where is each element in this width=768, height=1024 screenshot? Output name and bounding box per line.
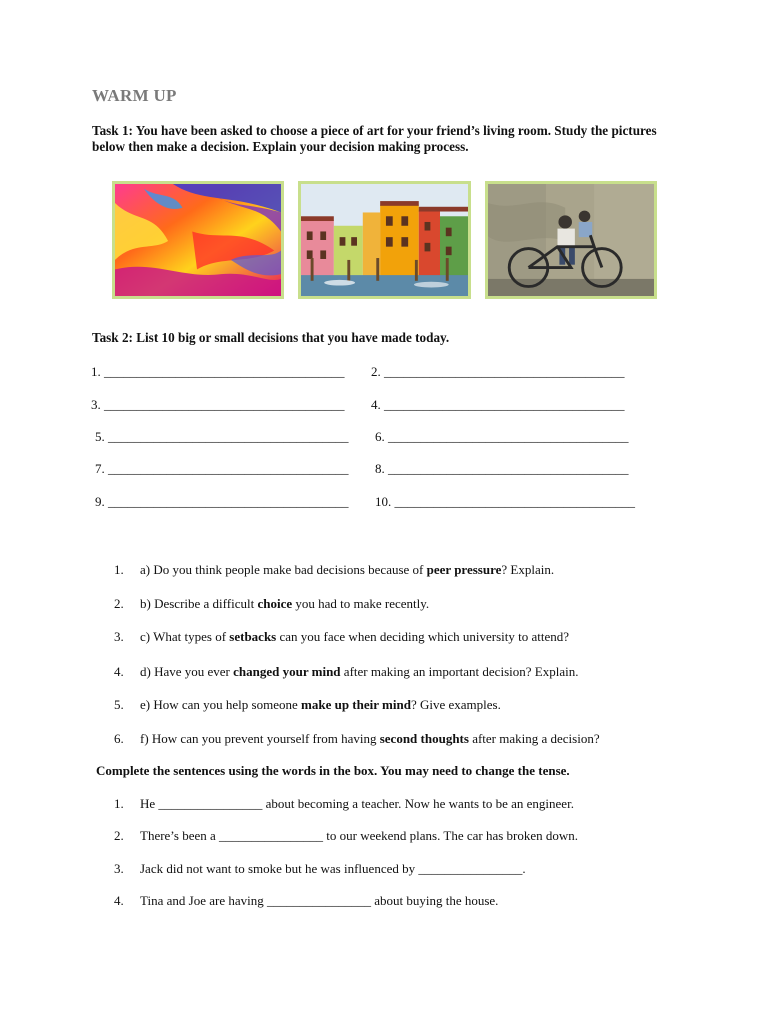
- sentence-item: 2. There’s been a ________________ to our weekend plans. The car has broken down.: [114, 828, 579, 843]
- complete-sentences-heading: Complete the sentences using the words in the box. You may need to change the tense.: [96, 763, 570, 778]
- section-heading: WARM UP: [92, 86, 177, 105]
- question-item: 2. b) Describe a difficult choice you had to make recently.: [114, 596, 430, 611]
- decision-line-9[interactable]: 9. _____________________________________: [95, 494, 349, 509]
- sentence-item: 3. Jack did not want to smoke but he was influenced by ________________.: [114, 861, 526, 876]
- task2-instructions: Task 2: List 10 big or small decisions that you have made today.: [92, 330, 450, 345]
- decision-line-7[interactable]: 7. _____________________________________: [95, 461, 349, 476]
- bicycle-mural-picture: [485, 181, 657, 299]
- question-item: 5. e) How can you help someone make up their mind? Give examples.: [114, 697, 501, 712]
- sentence-item: 4. Tina and Joe are having ________________ about buying the house.: [114, 893, 499, 908]
- decision-line-1[interactable]: 1. _____________________________________: [91, 364, 345, 379]
- decision-line-5[interactable]: 5. _____________________________________: [95, 429, 349, 444]
- decision-line-3[interactable]: 3. _____________________________________: [91, 397, 345, 412]
- question-item: 6. f) How can you prevent yourself from having second thoughts after making a decision?: [114, 731, 600, 746]
- decision-line-10[interactable]: 10. _____________________________________: [375, 494, 635, 509]
- question-item: 3. c) What types of setbacks can you face when deciding which university to attend?: [114, 629, 570, 644]
- sentence-item: 1. He ________________ about becoming a teacher. Now he wants to be an engineer.: [114, 796, 574, 811]
- question-item: 4. d) Have you ever changed your mind after making an important decision? Explain.: [114, 664, 579, 679]
- task1-instructions: Task 1: You have been asked to choose a piece of art for your friend’s living room. Study the pictures below then make a decision. Explain your decision making process.: [92, 123, 657, 154]
- decision-line-8[interactable]: 8. _____________________________________: [375, 461, 629, 476]
- decision-line-6[interactable]: 6. _____________________________________: [375, 429, 629, 444]
- decision-line-4[interactable]: 4. _____________________________________: [371, 397, 625, 412]
- colorful-houses-picture: [298, 181, 471, 299]
- abstract-paint-picture: [112, 181, 284, 299]
- question-item: 1. a) Do you think people make bad decisions because of peer pressure? Explain.: [114, 562, 555, 577]
- decision-line-2[interactable]: 2. _____________________________________: [371, 364, 625, 379]
